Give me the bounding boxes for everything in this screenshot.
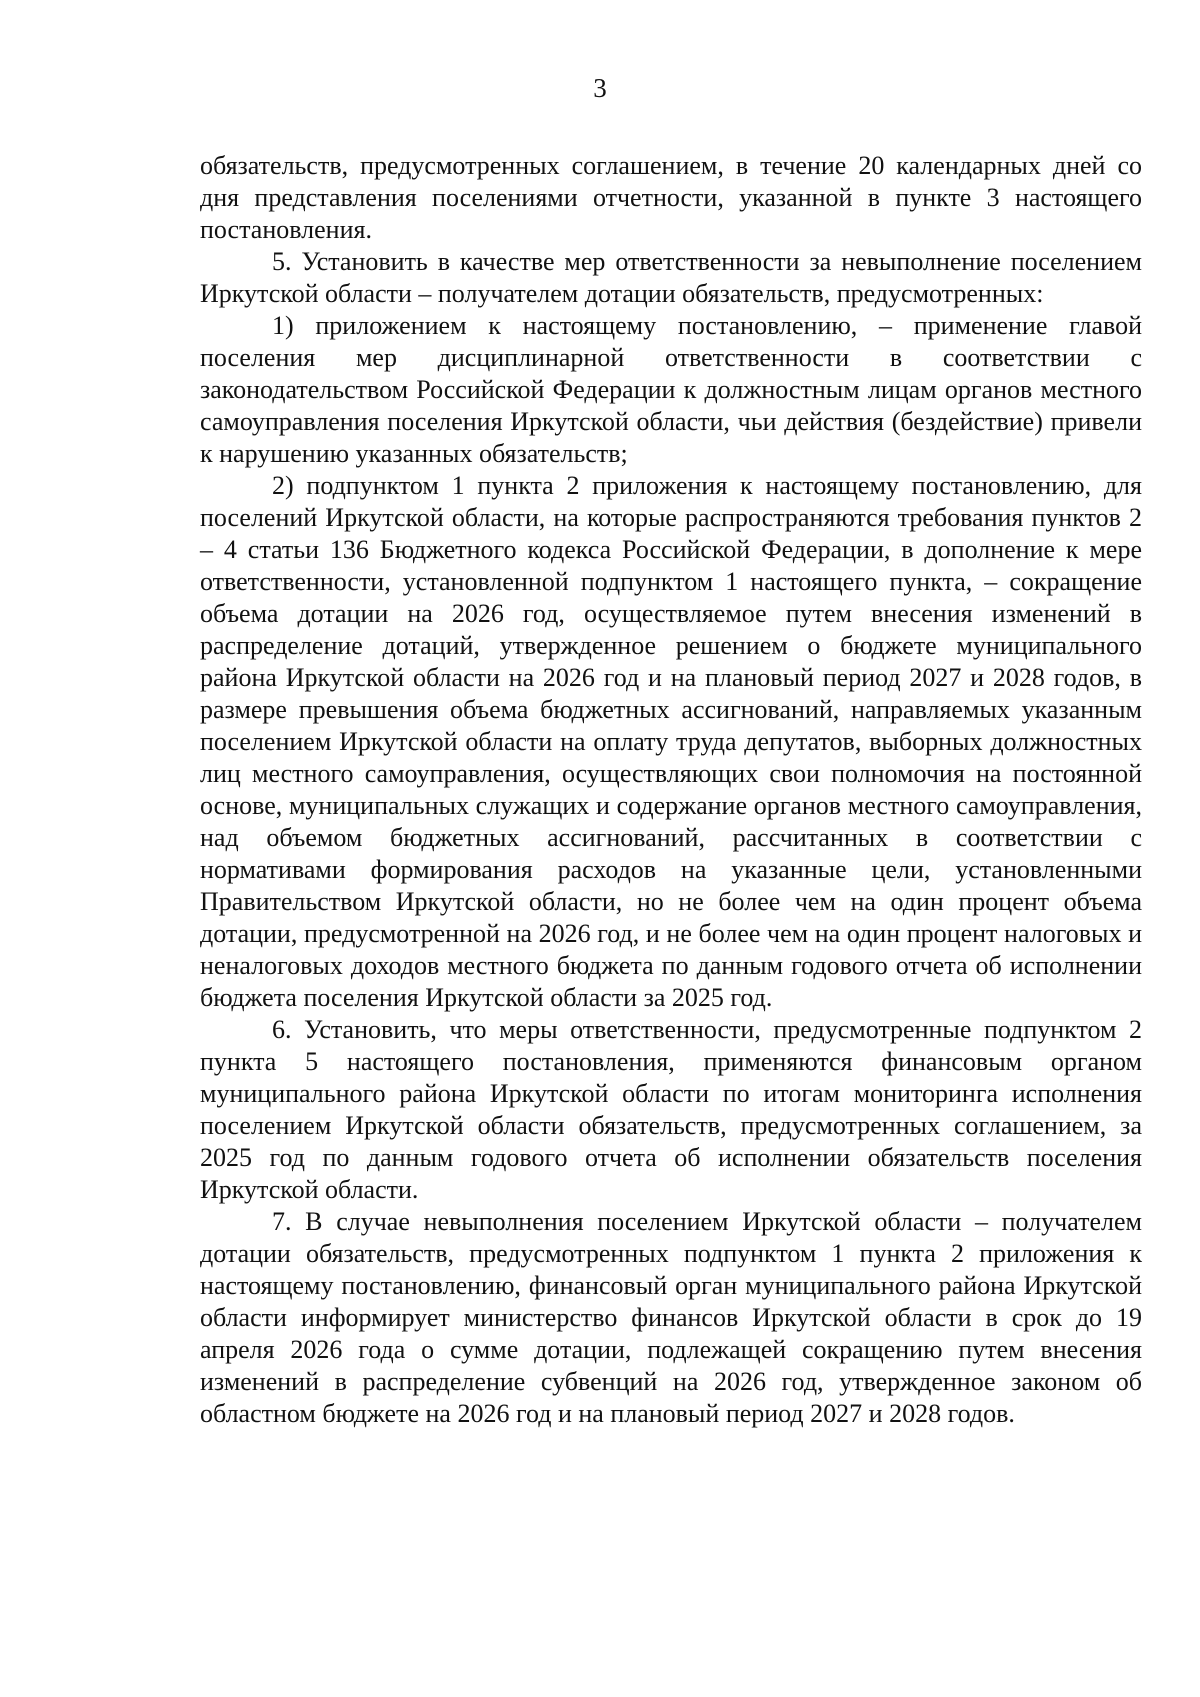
paragraph-item-7: 7. В случае невыполнения поселением Иркутской области – получателем дотации обязательств, предусмотренных подпунктом 1 пункта 2 приложения к настоящему постановлению, финансовый орган муниципального района Иркутской области информирует министерство финансов Иркутской области в срок до 19 апреля 2026 года о сумме дотации, подлежащей сокращению путем внесения изменений в распределение субвенций на 2026 год, утвержденное законом об областном бюджете на 2026 год и на плановый период 2027 и 2028 годов. (200, 1207, 1142, 1428)
paragraph-subitem-5-2: 2) подпунктом 1 пункта 2 приложения к настоящему постановлению, для поселений Иркутской области, на которые распространяются требования пунктов 2 – 4 статьи 136 Бюджетного кодекса Российской Федерации, в дополнение к мере ответственности, установленной подпунктом 1 настоящего пункта, – сокращение объема дотации на 2026 год, осуществляемое путем внесения изменений в распределение дотаций, утвержденное решением о бюджете муниципального района Иркутской области на 2026 год и на плановый период 2027 и 2028 годов, в размере превышения объема бюджетных ассигнований, направляемых указанным поселением Иркутской области на оплату труда депутатов, выборных должностных лиц местного самоуправления, осуществляющих свои полномочия на постоянной основе, муниципальных служащих и содержание органов местного самоуправления, над объемом бюджетных ассигнований, рассчитанных в соответствии с нормативами формирования расходов на указанные цели, установленными Правительством Иркутской области, но не более чем на один процент объема дотации, предусмотренной на 2026 год, и не более чем на один процент налоговых и неналоговых доходов местного бюджета по данным годового отчета об исполнении бюджета поселения Иркутской области за 2025 год. (200, 471, 1142, 1012)
paragraph-item-5: 5. Установить в качестве мер ответственности за невыполнение поселением Иркутской области – получателем дотации обязательств, предусмотренных: (200, 247, 1142, 308)
page-number: 3 (593, 73, 607, 103)
paragraph-continuation: обязательств, предусмотренных соглашением, в течение 20 календарных дней со дня представления поселениями отчетности, указанной в пункте 3 настоящего постановления. (200, 151, 1142, 244)
paragraph-subitem-5-1: 1) приложением к настоящему постановлению, – применение главой поселения мер дисциплинарной ответственности в соответствии с законодательством Российской Федерации к должностным лицам органов местного самоуправления поселения Иркутской области, чьи действия (бездействие) привели к нарушению указанных обязательств; (200, 311, 1142, 468)
document-body (200, 150, 1142, 1430)
paragraph-item-6: 6. Установить, что меры ответственности, предусмотренные подпунктом 2 пункта 5 настоящего постановления, применяются финансовым органом муниципального района Иркутской области по итогам мониторинга исполнения поселением Иркутской области обязательств, предусмотренных соглашением, за 2025 год по данным годового отчета об исполнении обязательств поселения Иркутской области. (200, 1015, 1142, 1204)
